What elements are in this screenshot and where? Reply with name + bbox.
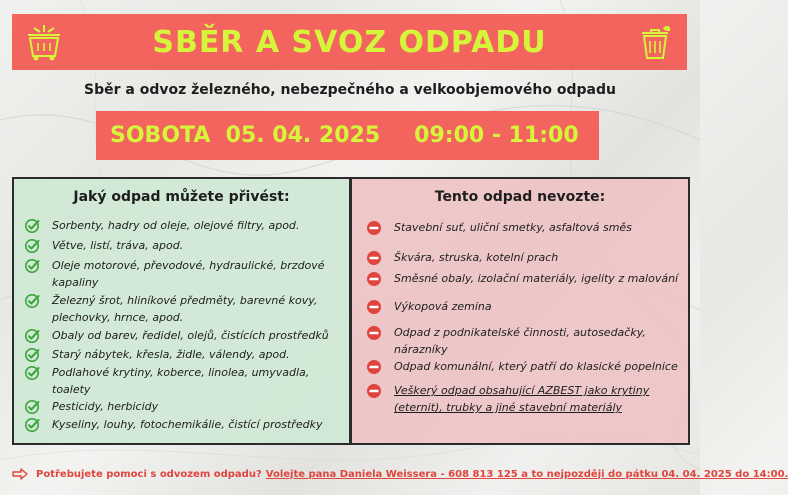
no-entry-icon bbox=[366, 325, 382, 341]
accepted-item-text: Podlahové krytiny, koberce, linolea, umyvadla, toalety bbox=[52, 366, 310, 396]
rejected-item-text: Výkopová zemina bbox=[394, 300, 492, 313]
check-circle-icon bbox=[24, 293, 40, 309]
rejected-item bbox=[366, 298, 684, 315]
accepted-item-text: Kyseliny, louhy, fotochemikálie, čistící prostředky bbox=[52, 418, 323, 431]
rejected-item bbox=[366, 270, 684, 287]
accepted-item bbox=[24, 292, 339, 326]
accepted-heading: Jaký odpad můžete přivést: bbox=[73, 189, 290, 205]
rejected-item bbox=[366, 219, 684, 236]
check-circle-icon bbox=[24, 417, 40, 433]
subtitle: Sběr a odvoz železného, nebezpečného a velkoobjemového odpadu bbox=[84, 82, 616, 98]
rejected-item bbox=[366, 249, 684, 266]
check-circle-icon bbox=[24, 238, 40, 254]
check-circle-icon bbox=[24, 365, 40, 381]
accepted-item bbox=[24, 416, 339, 433]
rejected-item-text: Odpad komunální, který patří do klasické popelnice bbox=[394, 360, 678, 373]
accepted-item bbox=[24, 217, 339, 234]
title-banner bbox=[12, 14, 687, 70]
accepted-item-text: Obaly od barev, ředidel, olejů, čistících prostředků bbox=[52, 329, 329, 342]
accepted-item bbox=[24, 257, 339, 291]
check-circle-icon bbox=[24, 347, 40, 363]
help-question: Potřebujete pomoci s odvozem odpadu? bbox=[36, 468, 262, 480]
accepted-item bbox=[24, 364, 339, 398]
accepted-item bbox=[24, 398, 339, 415]
check-circle-icon bbox=[24, 399, 40, 415]
rejected-item-text: Škvára, struska, kotelní prach bbox=[394, 251, 559, 264]
accepted-item-text: Pesticidy, herbicidy bbox=[52, 400, 159, 413]
no-entry-icon bbox=[366, 359, 382, 375]
accepted-item bbox=[24, 327, 339, 344]
no-entry-icon bbox=[366, 250, 382, 266]
rejected-item-text: Odpad z podnikatelské činnosti, autosedačky, nárazníky bbox=[394, 326, 646, 356]
rejected-waste-panel bbox=[350, 177, 690, 445]
accepted-waste-panel bbox=[12, 177, 351, 445]
arrow-right-icon bbox=[12, 468, 28, 480]
no-entry-icon bbox=[366, 220, 382, 236]
check-circle-icon bbox=[24, 258, 40, 274]
accepted-item-text: Železný šrot, hliníkové předměty, barevné kovy, plechovky, hrnce, apod. bbox=[52, 294, 318, 324]
accepted-item-text: Větve, listí, tráva, apod. bbox=[52, 239, 184, 252]
event-time: 09:00 - 11:00 bbox=[414, 123, 579, 148]
accepted-item-text: Sorbenty, hadry od oleje, olejové filtry, apod. bbox=[52, 219, 300, 232]
accepted-item bbox=[24, 237, 339, 254]
check-circle-icon bbox=[24, 328, 40, 344]
page-title: SBĚR A SVOZ ODPADU bbox=[152, 24, 547, 60]
accepted-item bbox=[24, 346, 339, 363]
footer-contact bbox=[12, 465, 788, 483]
no-entry-icon bbox=[366, 271, 382, 287]
check-circle-icon bbox=[24, 218, 40, 234]
rejected-item-text: Směsné obaly, izolační materiály, igelity z malování bbox=[394, 272, 679, 285]
waste-container-icon bbox=[24, 22, 64, 62]
rejected-heading: Tento odpad nevozte: bbox=[434, 189, 606, 205]
rejected-item bbox=[366, 324, 684, 358]
accepted-item-text: Starý nábytek, křesla, židle, válendy, apod. bbox=[52, 348, 290, 361]
rejected-item bbox=[366, 358, 684, 375]
contact-link[interactable]: Volejte pana Daniela Weissera - 608 813 125 a to nejpozději do pátku 04. 04. 2025 do 14:00. bbox=[265, 468, 788, 480]
no-entry-icon bbox=[366, 299, 382, 315]
date-banner bbox=[96, 111, 599, 160]
accepted-item-text: Oleje motorové, převodové, hydraulické, brzdové kapaliny bbox=[52, 259, 325, 289]
no-entry-icon bbox=[366, 383, 382, 399]
event-date: SOBOTA 05. 04. 2025 bbox=[110, 123, 381, 148]
rejected-item bbox=[366, 382, 684, 416]
rejected-item-text: Stavební suť, uliční smetky, asfaltová směs bbox=[394, 221, 632, 234]
waste-bin-icon bbox=[635, 22, 675, 62]
rejected-item-text: Veškerý odpad obsahující AZBEST jako krytiny (eternit), trubky a jiné stavební materiály bbox=[394, 384, 650, 414]
